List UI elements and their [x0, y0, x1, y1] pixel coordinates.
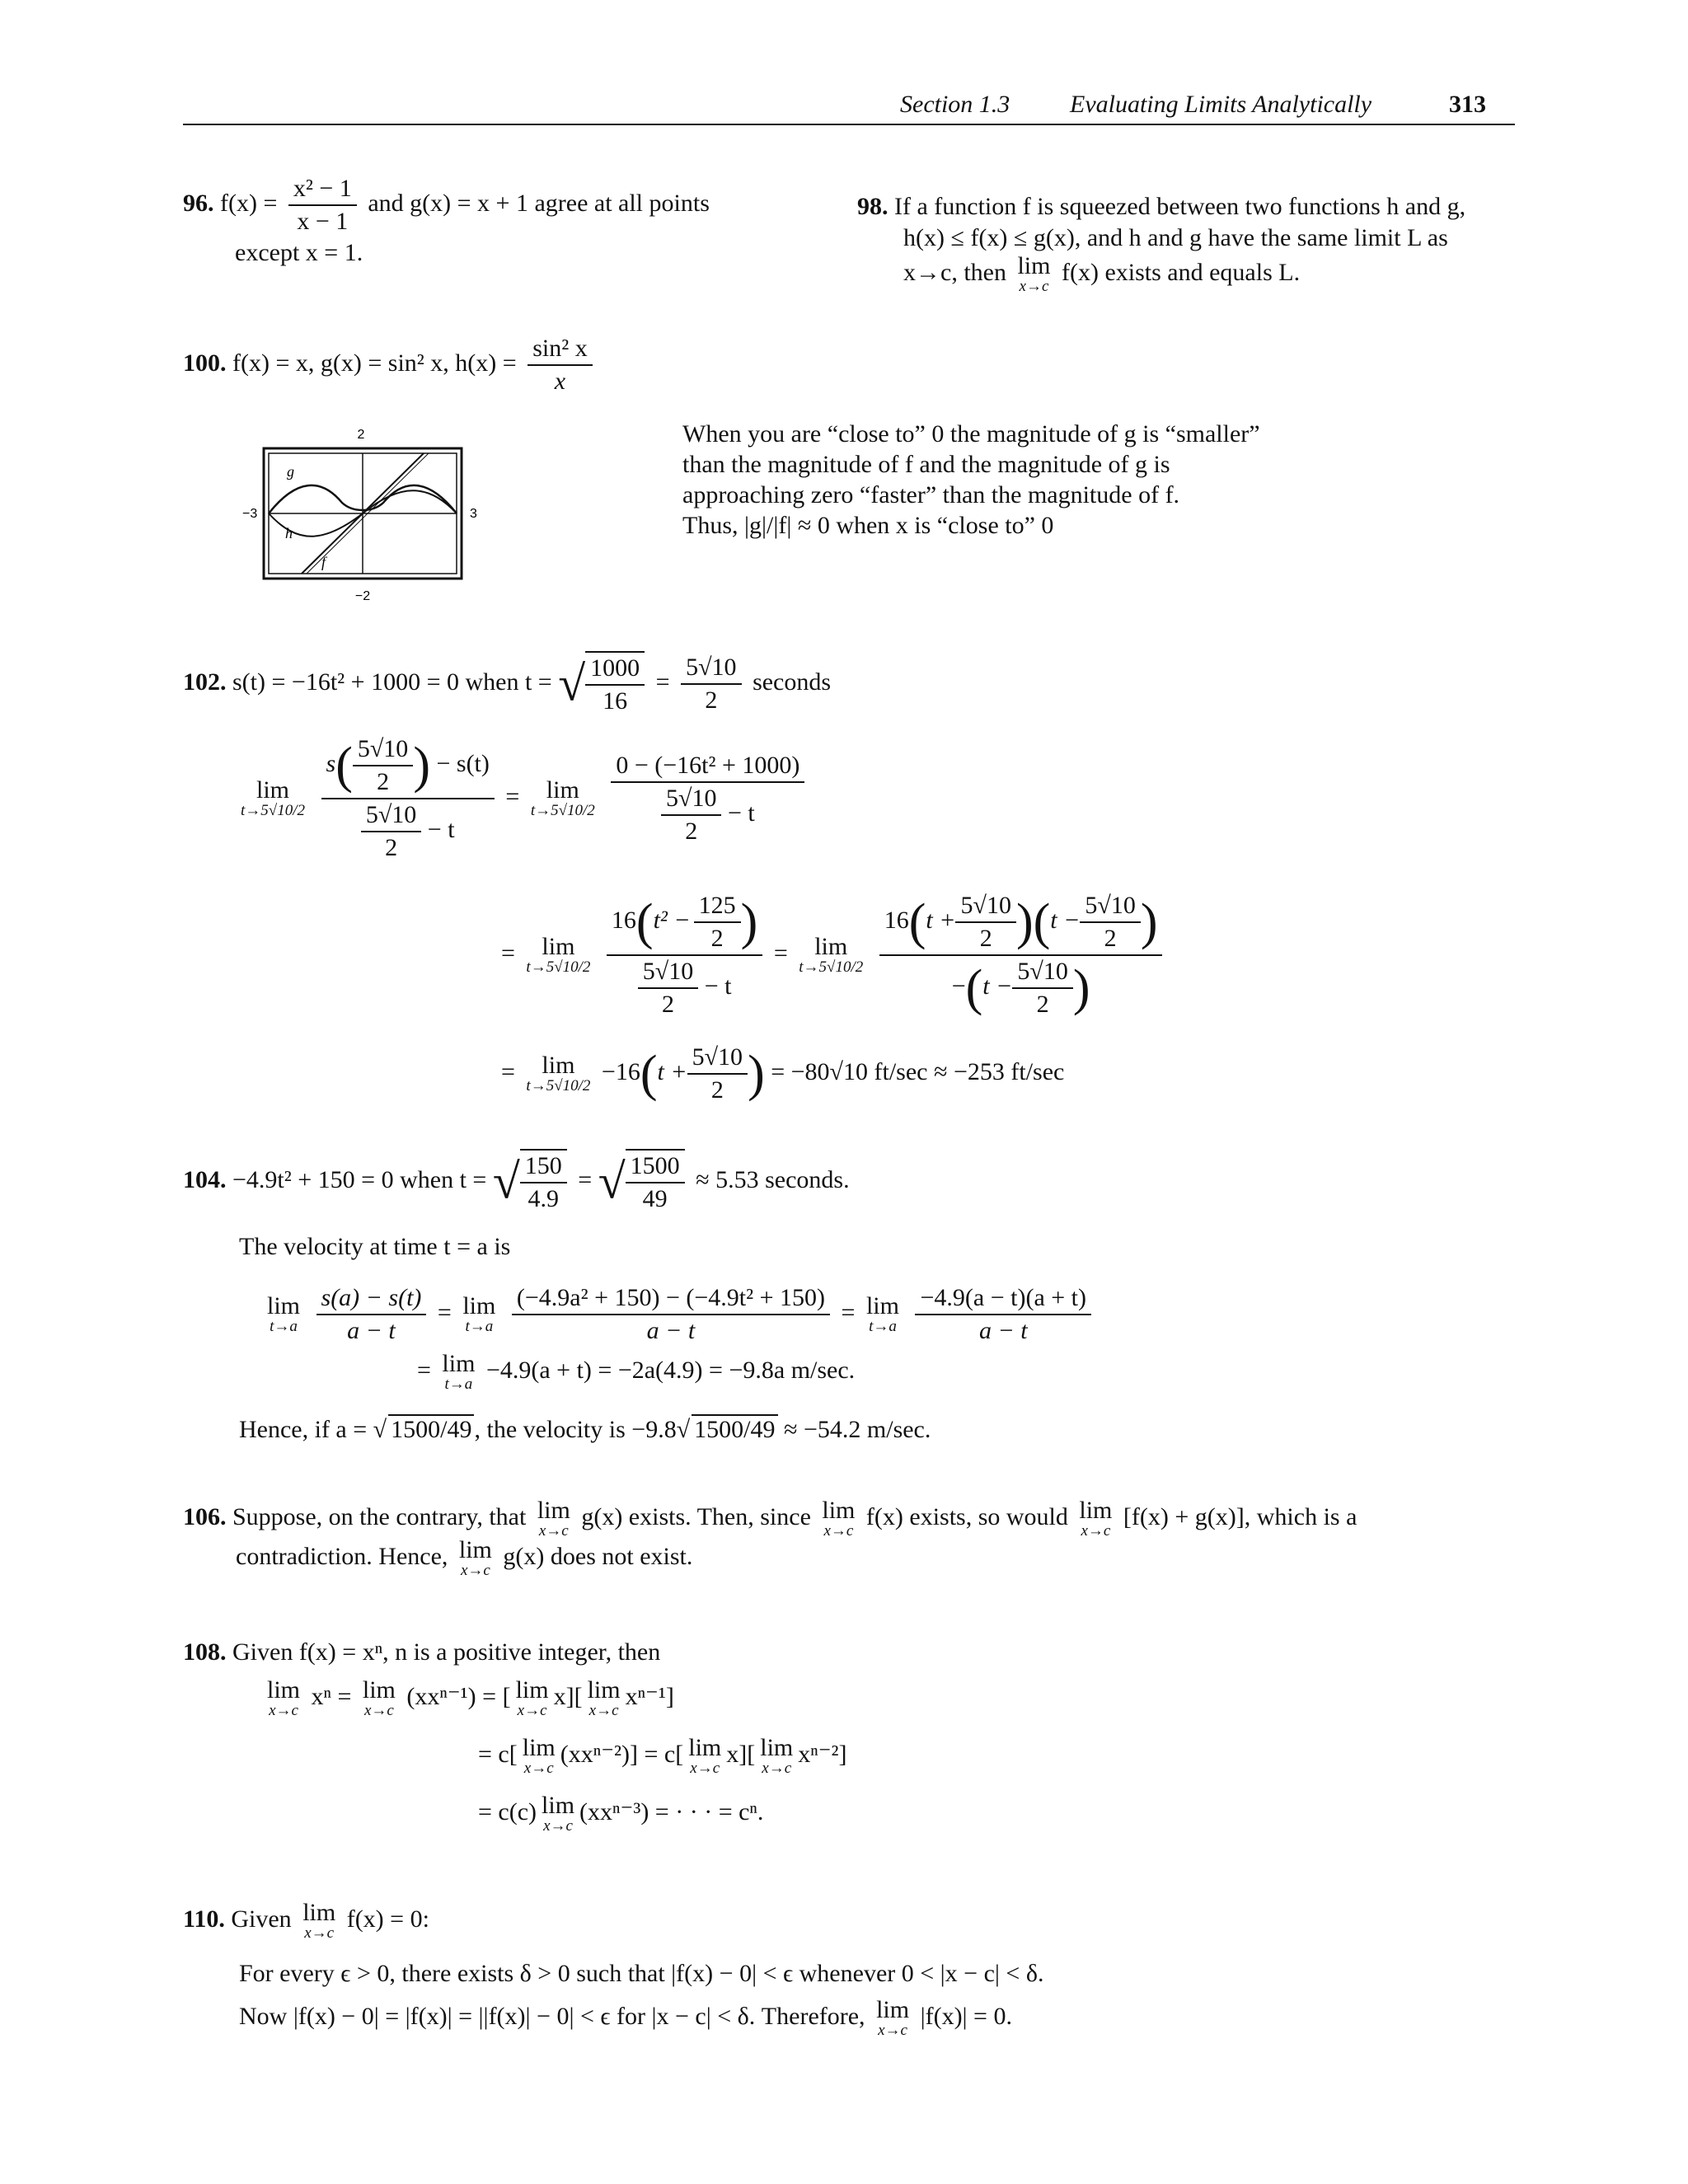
limit: [688, 1736, 721, 1777]
text: = c[: [478, 1740, 518, 1768]
numerator: 1500: [626, 1151, 685, 1183]
note-line: approaching zero “faster” than the magnitude of f.: [682, 481, 1180, 509]
statement: If a function f is squeezed between two functions h and g,: [894, 193, 1466, 220]
paren: (: [965, 960, 983, 1016]
lim-subscript: x→c: [460, 1562, 490, 1579]
limit: [363, 1678, 396, 1719]
fraction: [955, 890, 1015, 954]
paren: (: [640, 1046, 658, 1102]
result: ≈ −54.2 m/sec.: [784, 1416, 931, 1443]
t-minus: t −: [1050, 906, 1081, 934]
lim-word: lim: [515, 1676, 549, 1704]
problem-102-limit-line3: = lim t→5√10/2 −16(t + $\frac{5√10}{2}$ ) = −80√10 ft/sec ≈ −253 ft/sec: [501, 1042, 1064, 1106]
graph-xmax-label: 3: [470, 507, 477, 521]
text: Suppose, on the contrary, that: [232, 1502, 527, 1530]
t-plus: t +: [657, 1057, 687, 1085]
numerator: 5√10: [1012, 956, 1072, 989]
section-label: Section 1.3: [900, 91, 1010, 118]
radical-sign: √: [492, 1154, 520, 1209]
graph-label-g: g: [287, 463, 294, 480]
fraction: [626, 1149, 685, 1215]
lim-word: lim: [362, 1676, 396, 1704]
denominator: a − t: [347, 1317, 396, 1344]
note-line: Thus, |g|/|f| ≈ 0 when x is “close to” 0: [682, 512, 1054, 539]
minus-t: − t: [427, 815, 455, 843]
denominator: 2: [1104, 925, 1117, 952]
numerator: 5√10: [955, 890, 1015, 923]
limit: [537, 1498, 570, 1540]
lim-subscript: x→c: [363, 1702, 394, 1719]
lim-word: lim: [546, 776, 579, 804]
fraction: [353, 733, 413, 798]
lim-word: lim: [865, 1292, 899, 1319]
lim-word: lim: [814, 933, 848, 960]
problem-number: 108.: [183, 1638, 227, 1666]
problem-104-hence: Hence, if a = √ 1500/49 , the velocity is −9.8√ 1500/49 ≈ −54.2 m/sec.: [239, 1416, 931, 1443]
problem-106-line1: [183, 1498, 1357, 1540]
paren: ): [748, 1046, 765, 1102]
lim-subscript: x→c: [823, 1522, 854, 1540]
numerator: 5√10: [681, 652, 741, 685]
text: [f(x) + g(x)], which is a: [1123, 1502, 1357, 1530]
limit: [822, 1498, 855, 1540]
lim-word: lim: [1079, 1497, 1113, 1524]
limit: [267, 1294, 300, 1335]
denominator: 2: [661, 991, 674, 1018]
fraction: [607, 890, 762, 1020]
function-def: f(x) =: [220, 189, 278, 217]
lim-subscript: x→c: [517, 1702, 547, 1719]
lim-subscript: t→a: [465, 1318, 494, 1335]
problem-108-line2: [478, 1736, 847, 1777]
limit: [526, 935, 590, 976]
problem-98-line2: h(x) ≤ f(x) ≤ g(x), and h and g have the same limit L as: [903, 224, 1448, 251]
text: |f(x)| = 0.: [920, 2002, 1012, 2030]
problem-number: 102.: [183, 668, 227, 696]
minus-t: − t: [727, 799, 755, 827]
denominator: x: [554, 368, 566, 395]
denominator: 2: [385, 834, 398, 861]
lim-subscript: x→c: [269, 1702, 298, 1719]
lim-subscript: x→c: [588, 1702, 619, 1719]
limit: [442, 1352, 475, 1393]
numerator: 5√10: [1080, 890, 1140, 923]
problem-110-line2: For every ϵ > 0, there exists δ > 0 such that |f(x) − 0| < ϵ whenever 0 < |x − c| < δ.: [239, 1960, 1044, 1987]
denominator: 2: [1036, 991, 1049, 1018]
paren: ): [413, 738, 430, 794]
numerator: (−4.9a² + 150) − (−4.9t² + 150): [512, 1282, 830, 1315]
denominator: x − 1: [297, 208, 349, 235]
text: xⁿ⁻¹]: [625, 1682, 674, 1710]
fraction: [316, 1282, 427, 1347]
denominator: 2: [705, 687, 718, 714]
lim-subscript: x→c: [538, 1522, 569, 1540]
statement: and g(x) = x + 1 agree at all points: [368, 189, 710, 217]
numerator: [879, 890, 1163, 956]
lim-word: lim: [537, 1497, 570, 1524]
lim-subscript: x→c: [762, 1760, 792, 1777]
denominator: [611, 783, 804, 847]
note-line: than the magnitude of f and the magnitude of g is: [682, 451, 1170, 478]
problem-number: 104.: [183, 1165, 227, 1193]
lim-word: lim: [267, 1676, 301, 1704]
lim-word: lim: [458, 1536, 492, 1563]
text: x][: [553, 1682, 583, 1710]
graph-ymax-label: 2: [357, 428, 365, 442]
paren: ): [1072, 960, 1090, 1016]
problem-104-velocity: The velocity at time t = a is: [239, 1233, 511, 1260]
graph-label-h: h: [285, 525, 293, 541]
minus: −: [951, 972, 966, 1000]
numerator: 125: [694, 890, 741, 923]
equation: s(t) = −16t² + 1000 = 0 when t =: [232, 668, 552, 696]
problem-104-limit-line1: lim t→a $\frac{s(a) - s(t)}{a - t}$ = lim t→a $\frac{\text{(−4.9a² + 150) − (−4.9t² + 150)}}{a - t}$ = lim t→a $\frac{-4.9(a - t)(a + t)}{a - t}$: [262, 1282, 1096, 1347]
coef: −16: [601, 1057, 640, 1085]
limit: [516, 1678, 549, 1719]
lim-word: lim: [542, 1052, 575, 1079]
page-number: 313: [1449, 91, 1486, 118]
denominator: 2: [710, 1076, 724, 1104]
lim-subscript: t→5√10/2: [526, 1077, 591, 1094]
numerator: [607, 890, 762, 956]
denominator: a − t: [646, 1317, 696, 1344]
radical-sign: √: [598, 1154, 626, 1209]
text: (xxⁿ⁻²)] = c[: [560, 1740, 684, 1768]
graph-label-f: f: [321, 554, 326, 570]
fraction: [687, 1042, 748, 1106]
limit: [241, 778, 305, 819]
numerator: 5√10: [638, 956, 698, 989]
numerator: 5√10: [361, 799, 421, 832]
limit: [459, 1538, 492, 1579]
lim-subscript: x→c: [690, 1760, 720, 1777]
denominator: a − t: [978, 1317, 1028, 1344]
radical-sign: √: [558, 656, 586, 711]
t-plus: t +: [926, 906, 956, 934]
lim-subscript: t→5√10/2: [799, 958, 864, 976]
text: Now |f(x) − 0| = |f(x)| = ||f(x)| − 0| < ϵ for |x − c| < δ. Therefore,: [239, 2002, 865, 2030]
problem-106-line2: [236, 1538, 692, 1579]
lim-subscript: t→5√10/2: [530, 802, 595, 819]
lim-word: lim: [267, 1292, 301, 1319]
lim-word: lim: [542, 1792, 575, 1819]
result: −4.9(a + t) = −2a(4.9) = −9.8a m/sec.: [485, 1356, 856, 1384]
numerator: sin² x: [528, 333, 593, 366]
limit: [799, 935, 863, 976]
lim-word: lim: [542, 933, 575, 960]
s: s: [326, 749, 336, 777]
limit: [531, 778, 595, 819]
fraction: [694, 890, 741, 954]
problem-102: [183, 651, 831, 717]
limit: [866, 1294, 899, 1335]
text: (xxⁿ⁻³) = · · · = cⁿ.: [579, 1797, 764, 1825]
fraction: [879, 890, 1163, 1020]
note-line: When you are “close to” 0 the magnitude of g is “smaller”: [682, 420, 1260, 448]
limit: [302, 1900, 335, 1942]
graph-100: [231, 420, 495, 610]
text: g(x) exists. Then, since: [581, 1502, 811, 1530]
lim-subscript: x→c: [304, 1924, 335, 1942]
lim-word: lim: [302, 1899, 336, 1926]
problem-100-note: [682, 419, 1260, 541]
numerator: 5√10: [353, 733, 413, 766]
denominator: 2: [685, 818, 698, 845]
unit: seconds: [753, 668, 832, 696]
lim-word: lim: [876, 1996, 910, 2023]
numerator: 0 − (−16t² + 1000): [611, 750, 804, 783]
limit: [542, 1793, 574, 1835]
lim-word: lim: [462, 1292, 496, 1319]
coef: 16: [884, 906, 909, 934]
fraction: [1012, 956, 1072, 1020]
paren: ): [740, 894, 758, 950]
fraction: [661, 783, 721, 847]
fraction: [520, 1149, 567, 1215]
fraction: [585, 651, 645, 717]
difference-quotient: [321, 733, 495, 864]
lim-word: lim: [587, 1676, 621, 1704]
problem-102-limit-line2: = lim t→5√10/2 16(t² − $\frac{125}{2}$ ) $\frac{5√10}{2}$ − t = lim t→5√10/2 16(t + $\frac{5√10}{2}$ )(t − $\frac{5√10}{2}$ ) −(t − $\frac{5√10}{2}$ ): [501, 890, 1167, 1020]
problem-108-line1: [262, 1678, 674, 1719]
text: = c(c): [478, 1797, 537, 1825]
problem-104-limit-line2: = lim t→a −4.9(a + t) = −2a(4.9) = −9.8a m/sec.: [417, 1350, 856, 1393]
problem-number: 98.: [857, 193, 889, 220]
lim-word: lim: [822, 1497, 856, 1524]
numerator: 150: [520, 1151, 567, 1183]
numerator: [321, 733, 495, 799]
coef: 16: [611, 906, 636, 934]
denominator: 16: [603, 687, 628, 715]
limit: [1079, 1498, 1112, 1540]
result: ≈ 5.53 seconds.: [696, 1165, 850, 1193]
lim-word: lim: [688, 1734, 722, 1761]
problem-96-line2: except x = 1.: [235, 239, 363, 266]
lim-subscript: t→a: [444, 1376, 473, 1393]
text: , the velocity is −9.8: [474, 1416, 677, 1443]
lim-word: lim: [256, 776, 289, 804]
text: f(x) exists, so would: [865, 1502, 1068, 1530]
problem-108: [183, 1638, 660, 1666]
result: = −80√10 ft/sec ≈ −253 ft/sec: [771, 1057, 1065, 1085]
problem-98-line1: [857, 193, 1465, 221]
lim-subscript: t→5√10/2: [526, 958, 591, 976]
lim-subscript: x→c: [1081, 1522, 1111, 1540]
limit: [760, 1736, 793, 1777]
text: f(x) = 0:: [346, 1905, 429, 1933]
problem-110: [183, 1900, 429, 1942]
numerator: s(a) − s(t): [316, 1282, 427, 1315]
header-rule: [183, 124, 1515, 125]
lim-word: lim: [522, 1734, 556, 1761]
problem-102-limit-line1: lim t→5√10/2 s( $\frac{5√10}{2}$ ) − s(t) $\frac{5√10}{2}$ − t = lim t→5√10/2 0 − (−16t² + 1000) $\frac{5√10}{2}$ − t: [236, 733, 809, 864]
limit: [462, 1294, 495, 1335]
lim-subscript: t→a: [869, 1318, 897, 1335]
problem-108-line3: [478, 1793, 763, 1835]
limit: [523, 1736, 556, 1777]
problem-98-line3: [903, 254, 1300, 295]
numerator: 5√10: [687, 1042, 748, 1075]
graph-xmin-label: −3: [242, 507, 258, 521]
fraction: [288, 173, 357, 237]
denominator: [321, 799, 495, 864]
t-squared: t² −: [653, 906, 691, 934]
function-def: f(x) = x, g(x) = sin² x, h(x) =: [232, 349, 517, 377]
radicand: 1500/49: [692, 1414, 777, 1443]
lim-subscript: x→c: [543, 1817, 573, 1835]
fraction: [361, 799, 421, 864]
limit: [588, 1678, 621, 1719]
text: xⁿ =: [311, 1682, 352, 1710]
problem-number: 100.: [183, 349, 227, 377]
lim-subscript: x→c: [1019, 278, 1049, 295]
lim-subscript: x→c: [878, 2022, 907, 2039]
numerator: −4.9(a − t)(a + t): [915, 1282, 1091, 1315]
text: (xxⁿ⁻¹) = [: [406, 1682, 511, 1710]
problem-96: [183, 173, 710, 237]
fraction: [681, 652, 741, 716]
text: x][: [726, 1740, 756, 1768]
paren: (: [635, 894, 654, 950]
denominator: [879, 956, 1163, 1020]
lim-word: lim: [1017, 252, 1051, 279]
limit: [876, 1998, 909, 2039]
text: Hence, if a =: [239, 1416, 368, 1443]
equation: −4.9t² + 150 = 0 when t =: [232, 1165, 487, 1193]
numerator: x² − 1: [288, 173, 357, 206]
paren: (: [335, 738, 353, 794]
denominator: 49: [642, 1185, 668, 1212]
limit: [526, 1053, 590, 1094]
paren: ): [1015, 894, 1034, 950]
lim-subscript: x→c: [523, 1760, 554, 1777]
text: xⁿ⁻²]: [798, 1740, 847, 1768]
minus-t: − t: [704, 972, 732, 1000]
chapter-title: Evaluating Limits Analytically: [1070, 91, 1372, 118]
fraction: [512, 1282, 830, 1347]
text: contradiction. Hence,: [236, 1542, 448, 1570]
statement: f(x) exists and equals L.: [1061, 258, 1301, 286]
statement: x→c, then: [903, 258, 1006, 286]
problem-110-line3: [239, 1998, 1012, 2039]
minus-s-t: − s(t): [436, 749, 490, 777]
fraction: [528, 333, 593, 397]
radicand: 1500/49: [388, 1414, 474, 1443]
numerator: 1000: [585, 653, 645, 686]
t-minus: t −: [982, 972, 1013, 1000]
fraction: [611, 750, 804, 847]
numerator: 5√10: [661, 783, 721, 816]
paren: ): [1140, 894, 1158, 950]
denominator: 2: [979, 925, 992, 952]
limit: [267, 1678, 300, 1719]
fraction: [638, 956, 698, 1020]
denominator: 2: [710, 925, 724, 952]
denominator: 4.9: [528, 1185, 560, 1212]
denominator: [607, 956, 762, 1020]
lim-subscript: t→a: [270, 1318, 298, 1335]
fraction: [1080, 890, 1140, 954]
equals: =: [655, 668, 670, 696]
graph-ymin-label: −2: [354, 589, 371, 603]
lim-word: lim: [442, 1350, 476, 1377]
problem-104: 104. −4.9t² + 150 = 0 when t = √ $\frac{150}{4.9}$ = √ $\frac{1500}{49}$ ≈ 5.53 seconds.: [183, 1149, 850, 1215]
text: g(x) does not exist.: [503, 1542, 693, 1570]
problem-number: 110.: [183, 1905, 225, 1933]
problem-number: 96.: [183, 189, 214, 217]
limit: [1017, 254, 1050, 295]
fraction: [915, 1282, 1091, 1347]
lim-subscript: t→5√10/2: [241, 802, 305, 819]
denominator: 2: [377, 768, 390, 795]
paren: (: [1033, 894, 1051, 950]
problem-100: [183, 333, 598, 397]
paren: (: [908, 894, 926, 950]
lim-word: lim: [760, 1734, 794, 1761]
text: Given: [231, 1905, 292, 1933]
problem-number: 106.: [183, 1502, 227, 1530]
text: Given f(x) = xⁿ, n is a positive integer, then: [232, 1638, 661, 1666]
